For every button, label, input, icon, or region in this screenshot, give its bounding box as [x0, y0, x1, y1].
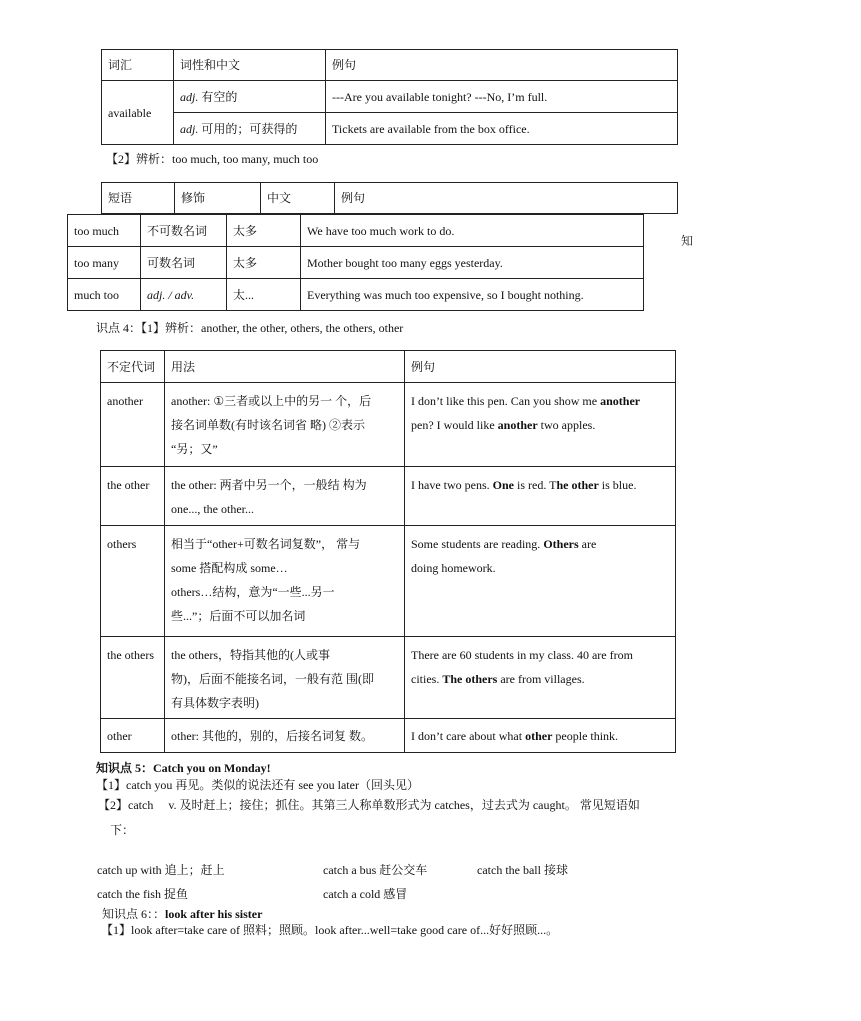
header-cell: 例句: [405, 351, 676, 383]
header-cell: 短语: [102, 183, 175, 214]
word-cell: the other: [101, 467, 165, 526]
pos-cell: adj. 有空的: [174, 81, 326, 113]
meaning-cell: 太多: [227, 247, 301, 279]
word-cell: the others: [101, 637, 165, 719]
example-cell: There are 60 students in my class. 40 are from cities. The others are from villages.: [405, 637, 676, 719]
usage-cell: other: 其他的，别的，后接名词复 数。: [165, 719, 405, 753]
section-heading: 识点 4：【1】辨析：another, the other, others, the others, other: [96, 321, 404, 335]
paragraph: 【2】catch v. 及时赶上；接住；抓住。其第三人称单数形式为 catches，过去式为 caught。 常见短语如: [98, 798, 640, 812]
phrase-item: catch up with 追上；赶上: [97, 863, 225, 877]
phrase-item: catch the ball 接球: [477, 863, 568, 877]
usage-cell: the other: 两者中另一个，一般结 构为 one..., the other...: [165, 467, 405, 526]
header-cell: 例句: [335, 183, 678, 214]
example-cell: Mother bought too many eggs yesterday.: [301, 247, 644, 279]
meaning-cell: 太...: [227, 279, 301, 311]
phrase-item: catch a cold 感冒: [323, 887, 408, 901]
paragraph: 【1】look after=take care of 照料；照顾。look after...well=take good care of...好好照顾...。: [101, 923, 559, 937]
word-cell: other: [101, 719, 165, 753]
side-char: 知: [681, 234, 694, 248]
phrase-cell: too much: [68, 215, 141, 247]
example-cell: ---Are you available tonight? ---No, I’m full.: [326, 81, 678, 113]
header-cell: 不定代词: [101, 351, 165, 383]
modifies-cell: 不可数名词: [141, 215, 227, 247]
modifies-cell: 可数名词: [141, 247, 227, 279]
modifies-cell: adj. / adv.: [141, 279, 227, 311]
phrase-cell: too many: [68, 247, 141, 279]
phrase-item: catch a bus 赶公交车: [323, 863, 428, 877]
example-cell: I don’t care about what other people think.: [405, 719, 676, 753]
section-heading: 知识点 5：Catch you on Monday!: [96, 761, 271, 775]
paragraph: 下：: [110, 823, 135, 837]
header-cell: 用法: [165, 351, 405, 383]
vocab-table: [101, 49, 678, 145]
pronoun-table: [100, 350, 676, 753]
header-cell: 词汇: [102, 50, 174, 81]
word-cell: another: [101, 383, 165, 467]
example-cell: I don’t like this pen. Can you show me another pen? I would like another two apples.: [405, 383, 676, 467]
header-cell: 例句: [326, 50, 678, 81]
example-cell: Tickets are available from the box office.: [326, 113, 678, 145]
example-cell: Some students are reading. Others are doing homework.: [405, 526, 676, 637]
meaning-cell: 太多: [227, 215, 301, 247]
header-cell: 中文: [261, 183, 335, 214]
example-cell: I have two pens. One is red. The other is blue.: [405, 467, 676, 526]
paragraph: 【1】catch you 再见。类似的说法还有 see you later（回头见）: [96, 778, 419, 792]
example-cell: Everything was much too expensive, so I bought nothing.: [301, 279, 644, 311]
phrase-table-header: [101, 182, 678, 214]
usage-cell: the others，特指其他的(人或事 物)，后面不能接名词，一般有范 围(即 有具体数字表明): [165, 637, 405, 719]
example-cell: We have too much work to do.: [301, 215, 644, 247]
usage-cell: another: ①三者或以上中的另一 个，后 接名词单数(有时该名词省 略) ②表示 “另；又”: [165, 383, 405, 467]
phrase-table: [67, 214, 644, 311]
section-heading: 知识点 6：：look after his sister: [102, 907, 263, 921]
header-cell: 修饰: [175, 183, 261, 214]
phrase-cell: much too: [68, 279, 141, 311]
pos-cell: adj. 可用的；可获得的: [174, 113, 326, 145]
phrase-item: catch the fish 捉鱼: [97, 887, 188, 901]
word-cell: available: [102, 81, 174, 145]
word-cell: others: [101, 526, 165, 637]
section-heading: 【2】辨析：too much, too many, much too: [106, 152, 319, 166]
usage-cell: 相当于“other+可数名词复数”， 常与 some 搭配构成 some… others…结构，意为“一些...另一 些...”；后面不可以加名词: [165, 526, 405, 637]
header-cell: 词性和中文: [174, 50, 326, 81]
